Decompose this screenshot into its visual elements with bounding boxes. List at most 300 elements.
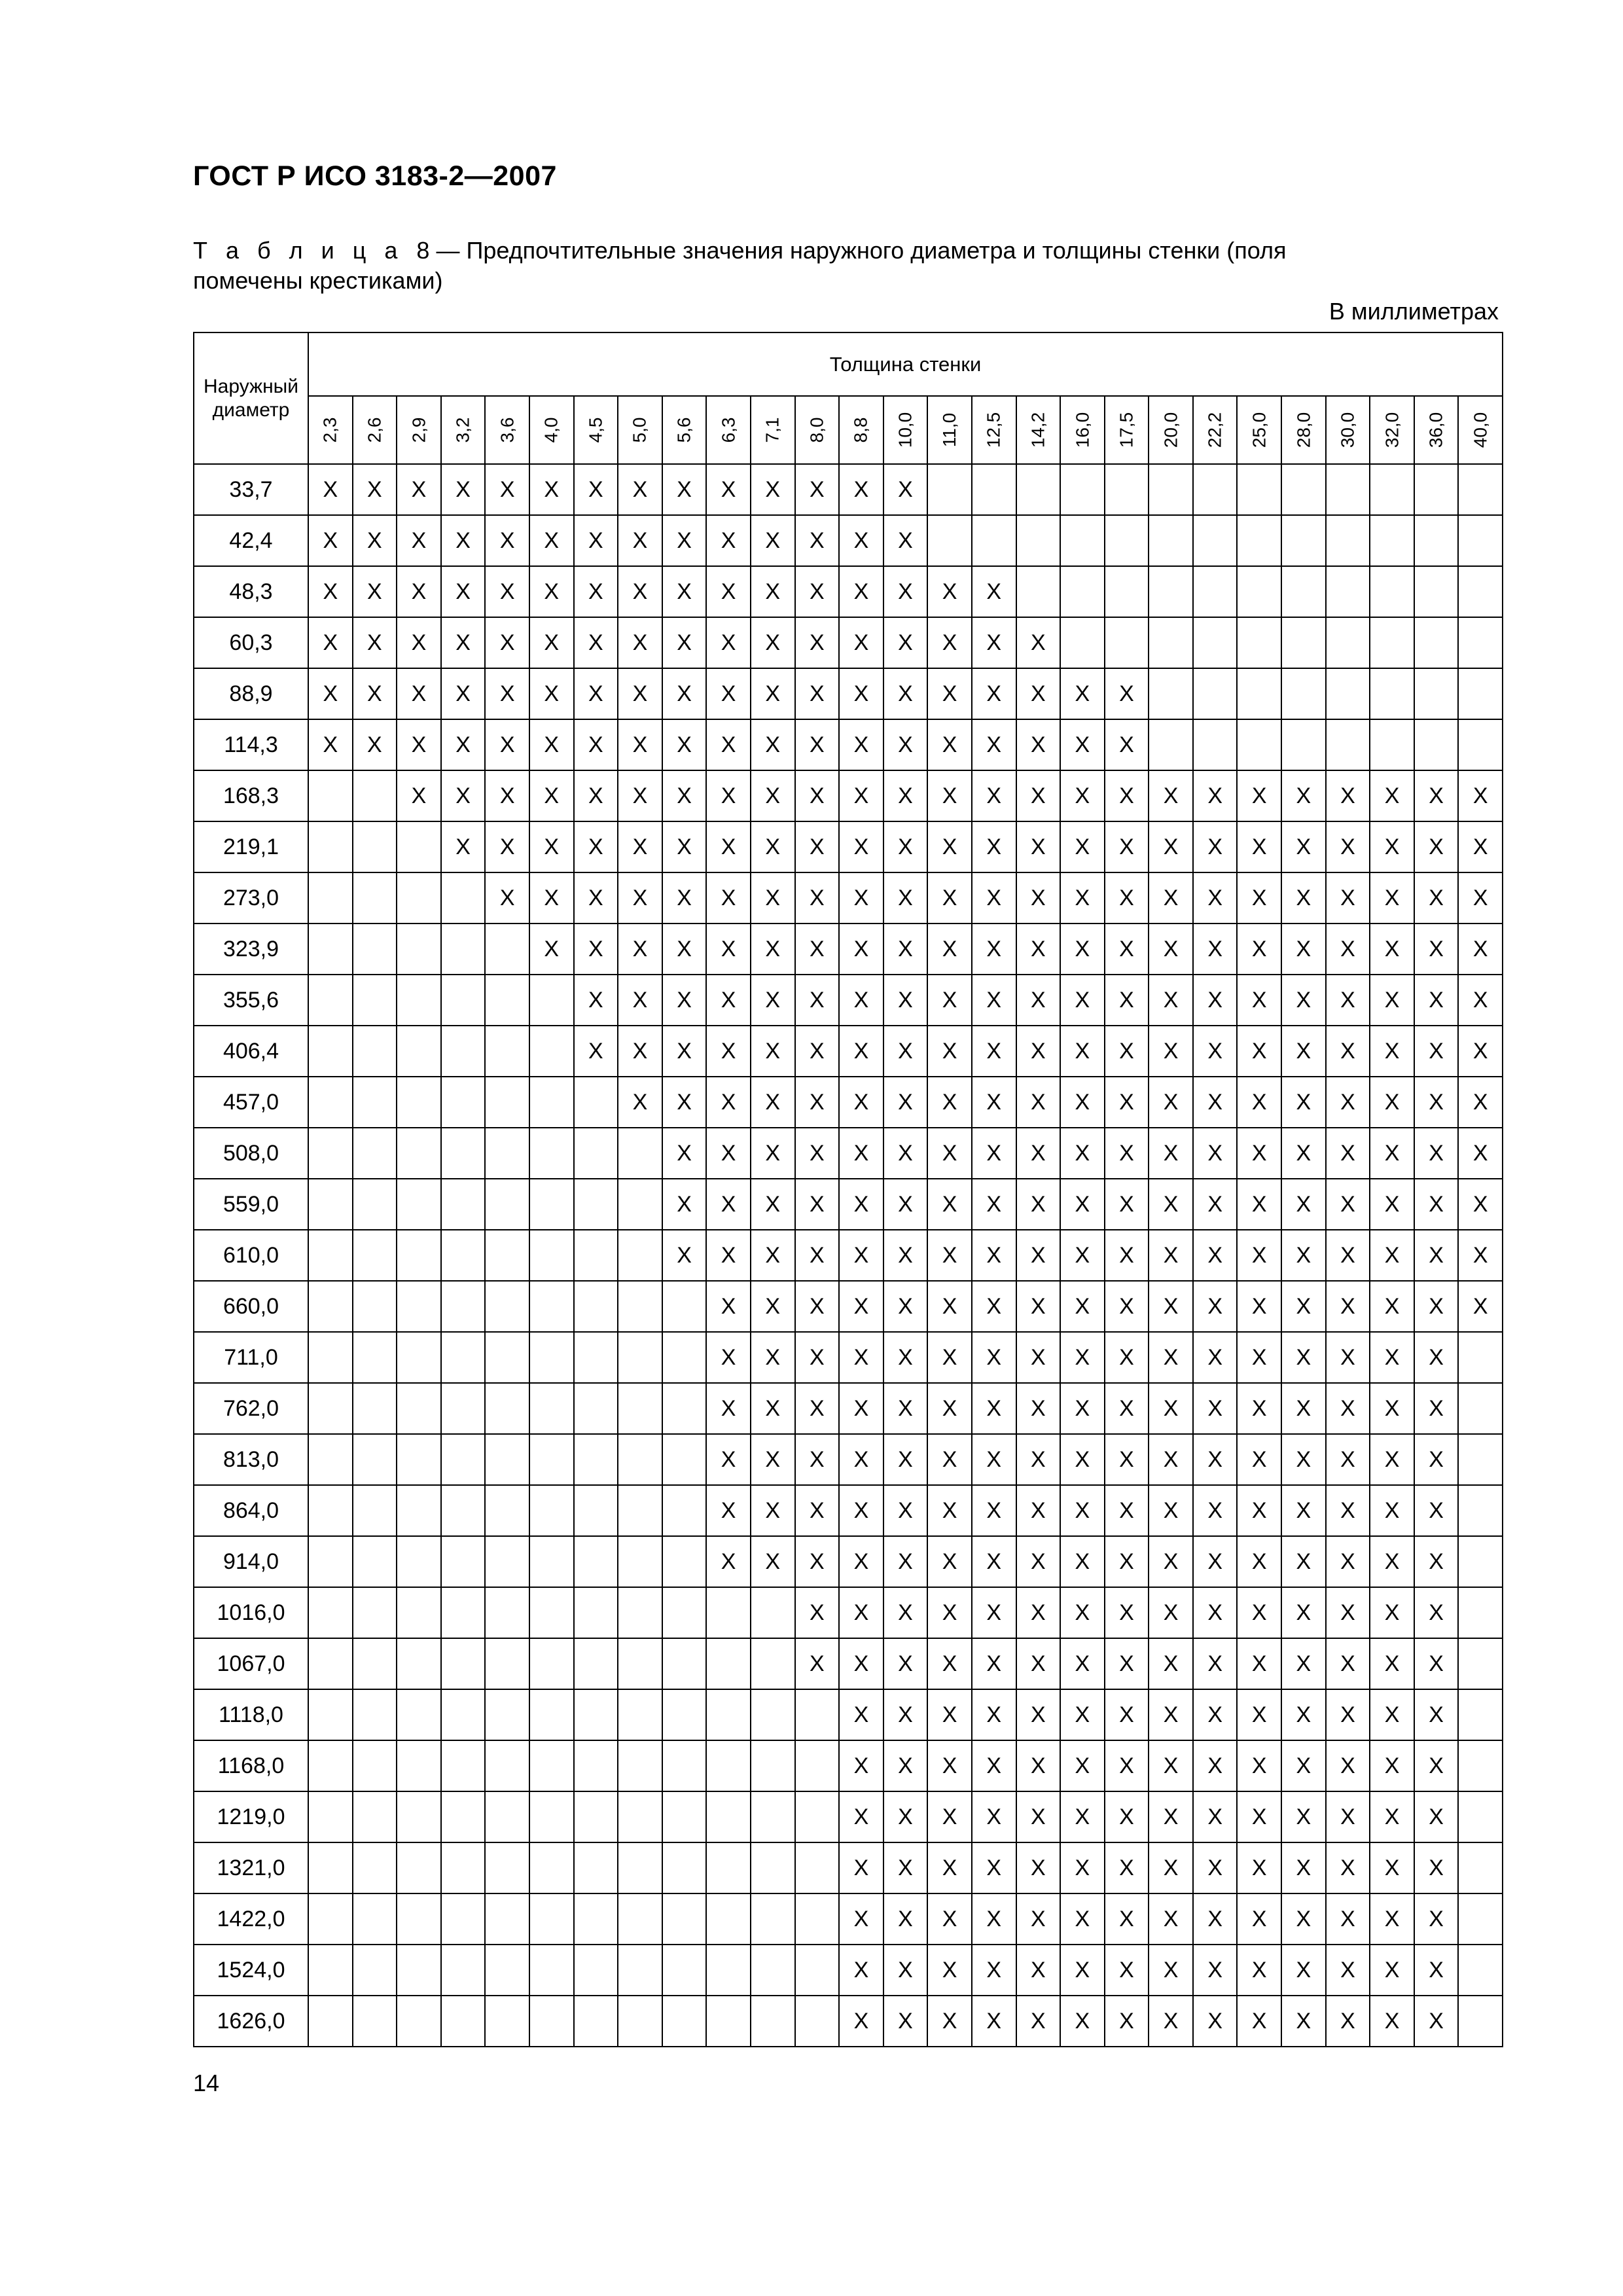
mark-cell: X [883,668,928,719]
mark-cell: X [618,975,662,1026]
empty-cell [574,1434,618,1485]
mark-cell: X [1105,975,1149,1026]
mark-cell: X [1281,1128,1326,1179]
empty-cell [795,1842,840,1893]
empty-cell [485,1281,529,1332]
empty-cell [1237,719,1281,770]
empty-cell [441,1332,486,1383]
thickness-header [485,396,529,464]
mark-cell: X [1414,1740,1459,1791]
empty-cell [1458,1893,1503,1945]
mark-cell: X [662,1026,707,1077]
mark-cell: X [1016,1996,1061,2047]
mark-cell: X [751,464,795,515]
mark-cell: X [1414,1026,1459,1077]
mark-cell: X [1149,1893,1193,1945]
diameter-cell: 273,0 [194,872,308,924]
mark-cell: X [795,924,840,975]
thickness-value: 2,6 [364,417,385,443]
mark-cell: X [839,617,883,668]
empty-cell [574,1791,618,1842]
empty-cell [529,1026,574,1077]
mark-cell: X [1105,924,1149,975]
mark-cell: X [1016,668,1061,719]
mark-cell: X [972,975,1016,1026]
empty-cell [529,1996,574,2047]
thickness-value: 4,0 [541,417,562,443]
mark-cell: X [1458,821,1503,872]
mark-cell: X [1149,1179,1193,1230]
empty-cell [308,1281,353,1332]
empty-cell [1193,566,1238,617]
caption-text: 8 — Предпочтительные значения наружного диаметра и толщины стенки (поля помечены крестиками) [193,237,1287,294]
mark-cell: X [1414,1689,1459,1740]
empty-cell [1458,1842,1503,1893]
empty-cell [574,1945,618,1996]
empty-cell [1458,1945,1503,1996]
diameter-cell: 1626,0 [194,1996,308,2047]
table-row [194,1077,1503,1128]
mark-cell: X [927,872,972,924]
mark-cell: X [795,1077,840,1128]
mark-cell: X [1016,1587,1061,1638]
table-row [194,1128,1503,1179]
mark-cell: X [839,1945,883,1996]
mark-cell: X [574,770,618,821]
empty-cell [706,1740,751,1791]
mark-cell: X [1105,1383,1149,1434]
empty-cell [1193,464,1238,515]
mark-cell: X [1149,1485,1193,1536]
thickness-header [1326,396,1370,464]
mark-cell: X [839,1230,883,1281]
mark-cell: X [1326,1179,1370,1230]
mark-cell: X [353,566,397,617]
mark-cell: X [883,1740,928,1791]
empty-cell [441,1179,486,1230]
mark-cell: X [662,617,707,668]
mark-cell: X [972,1536,1016,1587]
diameter-cell: 1219,0 [194,1791,308,1842]
mark-cell: X [1326,872,1370,924]
mark-cell: X [751,1383,795,1434]
mark-cell: X [308,719,353,770]
mark-cell: X [662,668,707,719]
empty-cell [441,1791,486,1842]
mark-cell: X [751,1179,795,1230]
mark-cell: X [706,1026,751,1077]
mark-cell: X [839,1842,883,1893]
thickness-header [706,396,751,464]
mark-cell: X [751,872,795,924]
mark-cell: X [795,1383,840,1434]
mark-cell: X [1016,1791,1061,1842]
mark-cell: X [1414,1945,1459,1996]
thickness-header [1414,396,1459,464]
empty-cell [353,1536,397,1587]
empty-cell [1326,464,1370,515]
empty-cell [441,1587,486,1638]
mark-cell: X [1149,1996,1193,2047]
mark-cell: X [839,1128,883,1179]
empty-cell [618,1842,662,1893]
mark-cell: X [618,872,662,924]
empty-cell [529,1536,574,1587]
mark-cell: X [927,719,972,770]
mark-cell: X [574,1026,618,1077]
thickness-value: 4,5 [585,417,606,443]
mark-cell: X [1105,1996,1149,2047]
mark-cell: X [751,1026,795,1077]
empty-cell [972,464,1016,515]
mark-cell: X [751,924,795,975]
mark-cell: X [308,464,353,515]
mark-cell: X [1016,1383,1061,1434]
empty-cell [1414,464,1459,515]
thickness-header [618,396,662,464]
mark-cell: X [1370,1842,1414,1893]
empty-cell [706,1893,751,1945]
empty-cell [795,1996,840,2047]
mark-cell: X [1281,1179,1326,1230]
diameter-cell: 168,3 [194,770,308,821]
empty-cell [1016,515,1061,566]
table-row [194,719,1503,770]
empty-cell [662,1332,707,1383]
mark-cell: X [1105,821,1149,872]
mark-cell: X [927,617,972,668]
empty-cell [751,1791,795,1842]
empty-cell [441,1026,486,1077]
mark-cell: X [839,1689,883,1740]
thickness-value: 40,0 [1470,412,1491,448]
mark-cell: X [529,617,574,668]
mark-cell: X [883,1230,928,1281]
empty-cell [662,1791,707,1842]
mark-cell: X [353,515,397,566]
empty-cell [618,1791,662,1842]
mark-cell: X [706,1281,751,1332]
empty-cell [1105,617,1149,668]
mark-cell: X [485,821,529,872]
mark-cell: X [1060,821,1105,872]
mark-cell: X [1326,770,1370,821]
mark-cell: X [574,872,618,924]
mark-cell: X [1149,1281,1193,1332]
mark-cell: X [1237,975,1281,1026]
empty-cell [441,1689,486,1740]
mark-cell: X [883,1281,928,1332]
table-row [194,1383,1503,1434]
mark-cell: X [1414,1332,1459,1383]
mark-cell: X [839,975,883,1026]
thickness-value: 14,2 [1027,412,1048,448]
mark-cell: X [1060,1587,1105,1638]
mark-cell: X [441,770,486,821]
mark-cell: X [751,1230,795,1281]
mark-cell: X [1237,1996,1281,2047]
mark-cell: X [839,1281,883,1332]
diameter-cell: 355,6 [194,975,308,1026]
mark-cell: X [927,1434,972,1485]
empty-cell [618,1383,662,1434]
empty-cell [485,924,529,975]
diameter-cell: 114,3 [194,719,308,770]
mark-cell: X [972,924,1016,975]
empty-cell [485,1179,529,1230]
table-row [194,464,1503,515]
mark-cell: X [839,464,883,515]
thickness-value: 32,0 [1382,412,1402,448]
mark-cell: X [1237,1230,1281,1281]
empty-cell [485,1434,529,1485]
mark-cell: X [751,1077,795,1128]
mark-cell: X [529,872,574,924]
mark-cell: X [1060,1026,1105,1077]
thickness-value: 36,0 [1425,412,1446,448]
empty-cell [751,1689,795,1740]
mark-cell: X [1414,1996,1459,2047]
empty-cell [618,1434,662,1485]
empty-cell [397,1842,441,1893]
mark-cell: X [972,1332,1016,1383]
mark-cell: X [1281,1536,1326,1587]
mark-cell: X [1193,872,1238,924]
empty-cell [706,1587,751,1638]
table-row [194,1434,1503,1485]
mark-cell: X [618,719,662,770]
empty-cell [1060,617,1105,668]
mark-cell: X [1458,1026,1503,1077]
empty-cell [529,975,574,1026]
empty-cell [662,1536,707,1587]
empty-cell [1326,515,1370,566]
empty-cell [706,1945,751,1996]
empty-cell [441,1128,486,1179]
mark-cell: X [1281,1485,1326,1536]
mark-cell: X [972,1179,1016,1230]
mark-cell: X [972,1281,1016,1332]
empty-cell [1193,719,1238,770]
mark-cell: X [1326,1332,1370,1383]
mark-cell: X [795,1536,840,1587]
mark-cell: X [795,1485,840,1536]
mark-cell: X [883,821,928,872]
thickness-value: 12,5 [983,412,1004,448]
mark-cell: X [883,1332,928,1383]
mark-cell: X [751,668,795,719]
mark-cell: X [1414,1281,1459,1332]
mark-cell: X [1414,1434,1459,1485]
mark-cell: X [1414,872,1459,924]
mark-cell: X [1060,1128,1105,1179]
empty-cell [353,1383,397,1434]
empty-cell [308,1536,353,1587]
empty-cell [353,1638,397,1689]
empty-cell [441,1485,486,1536]
empty-cell [662,1383,707,1434]
mark-cell: X [485,872,529,924]
empty-cell [618,1128,662,1179]
mark-cell: X [1193,1230,1238,1281]
empty-cell [1458,1740,1503,1791]
mark-cell: X [927,1485,972,1536]
table-row [194,1740,1503,1791]
mark-cell: X [1414,1077,1459,1128]
mark-cell: X [662,1230,707,1281]
empty-cell [662,1893,707,1945]
empty-cell [1458,1485,1503,1536]
mark-cell: X [839,566,883,617]
mark-cell: X [1414,1485,1459,1536]
thickness-value: 10,0 [895,412,916,448]
mark-cell: X [1016,719,1061,770]
mark-cell: X [927,1945,972,1996]
mark-cell: X [751,1332,795,1383]
empty-cell [353,1077,397,1128]
mark-cell: X [972,1077,1016,1128]
empty-cell [574,1485,618,1536]
mark-cell: X [1193,1740,1238,1791]
mark-cell: X [1458,770,1503,821]
mark-cell: X [397,668,441,719]
thickness-header [441,396,486,464]
mark-cell: X [839,1077,883,1128]
mark-cell: X [1060,1842,1105,1893]
empty-cell [529,1893,574,1945]
empty-cell [795,1945,840,1996]
mark-cell: X [1105,1077,1149,1128]
empty-cell [529,1128,574,1179]
mark-cell: X [308,617,353,668]
empty-cell [485,1536,529,1587]
empty-cell [751,1638,795,1689]
empty-cell [441,1281,486,1332]
mark-cell: X [795,1128,840,1179]
mark-cell: X [795,566,840,617]
mark-cell: X [308,566,353,617]
empty-cell [529,1281,574,1332]
empty-cell [441,1893,486,1945]
mark-cell: X [883,924,928,975]
dimensions-table [193,332,1503,2047]
mark-cell: X [618,821,662,872]
empty-cell [308,1026,353,1077]
table-row [194,1945,1503,1996]
units-label: В миллиметрах [1329,298,1499,325]
empty-cell [795,1689,840,1740]
mark-cell: X [485,515,529,566]
mark-cell: X [1193,1332,1238,1383]
empty-cell [1414,617,1459,668]
empty-cell [529,1791,574,1842]
empty-cell [1370,566,1414,617]
empty-cell [706,1996,751,2047]
thickness-header [927,396,972,464]
empty-cell [1458,1791,1503,1842]
mark-cell: X [1016,1230,1061,1281]
empty-cell [574,1230,618,1281]
empty-cell [353,821,397,872]
thickness-header [1370,396,1414,464]
mark-cell: X [529,924,574,975]
mark-cell: X [441,719,486,770]
mark-cell: X [1414,1842,1459,1893]
thickness-header [574,396,618,464]
mark-cell: X [1326,1026,1370,1077]
mark-cell: X [839,1587,883,1638]
mark-cell: X [883,1485,928,1536]
mark-cell: X [574,821,618,872]
mark-cell: X [1237,1281,1281,1332]
mark-cell: X [972,1434,1016,1485]
mark-cell: X [1414,924,1459,975]
mark-cell: X [1370,1945,1414,1996]
mark-cell: X [1326,1945,1370,1996]
mark-cell: X [972,1026,1016,1077]
mark-cell: X [1016,1945,1061,1996]
thickness-value: 8,0 [806,417,827,443]
empty-cell [441,1536,486,1587]
mark-cell: X [1016,1689,1061,1740]
empty-cell [618,1230,662,1281]
mark-cell: X [353,617,397,668]
empty-cell [662,1996,707,2047]
mark-cell: X [1370,1587,1414,1638]
empty-cell [751,1587,795,1638]
diameter-cell: 660,0 [194,1281,308,1332]
mark-cell: X [1149,1791,1193,1842]
empty-cell [1370,617,1414,668]
empty-cell [1414,668,1459,719]
mark-cell: X [839,1996,883,2047]
thickness-header [397,396,441,464]
mark-cell: X [1060,924,1105,975]
thickness-header [529,396,574,464]
caption-prefix: Т а б л и ц а [193,237,404,264]
mark-cell: X [1016,1332,1061,1383]
empty-cell [485,1230,529,1281]
diameter-cell: 88,9 [194,668,308,719]
mark-cell: X [397,719,441,770]
mark-cell: X [1105,1842,1149,1893]
diameter-cell: 1321,0 [194,1842,308,1893]
mark-cell: X [1105,1587,1149,1638]
mark-cell: X [662,719,707,770]
mark-cell: X [1060,872,1105,924]
mark-cell: X [618,515,662,566]
mark-cell: X [839,1791,883,1842]
mark-cell: X [397,464,441,515]
mark-cell: X [751,975,795,1026]
empty-cell [574,1996,618,2047]
empty-cell [353,1434,397,1485]
mark-cell: X [839,1179,883,1230]
empty-cell [308,821,353,872]
empty-cell [574,1740,618,1791]
empty-cell [1414,566,1459,617]
empty-cell [1281,719,1326,770]
empty-cell [353,1179,397,1230]
mark-cell: X [1370,1281,1414,1332]
mark-cell: X [1237,924,1281,975]
mark-cell: X [972,1638,1016,1689]
empty-cell [353,1791,397,1842]
empty-cell [485,1842,529,1893]
mark-cell: X [1326,1689,1370,1740]
mark-cell: X [927,1791,972,1842]
mark-cell: X [1060,1434,1105,1485]
